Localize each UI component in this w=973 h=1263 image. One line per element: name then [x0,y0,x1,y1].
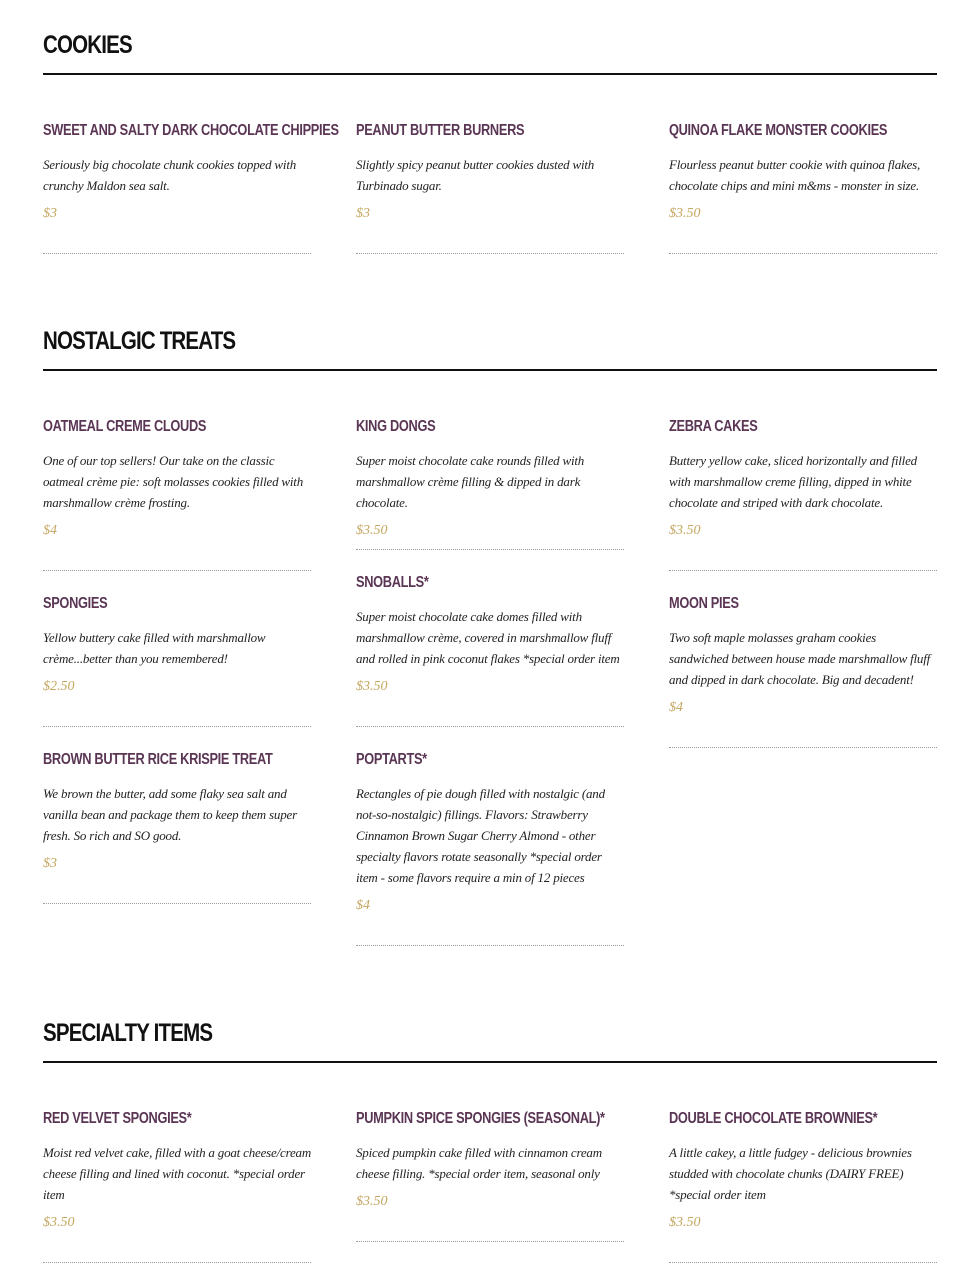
item-description: A little cakey, a little fudgey - delicious brownies studded with chocolate chunks (DAIRY FREE) *special order item [669,1145,912,1202]
section-divider [43,73,937,75]
item-price: $4 [43,523,57,538]
item-description: Rectangles of pie dough filled with nostalgic (and not-so-nostalgic) fillings. Flavors: Strawberry Cinnamon Brown Sugar Cherry Almond - other specialty flavors rotate seasonally *special order item - some flavors require a min of 12 pieces [356,786,605,885]
section-cookies [43,30,937,262]
section-divider [43,1061,937,1063]
menu-item [356,417,624,550]
item-name: PUMPKIN SPICE SPONGIES (SEASONAL)* [356,1110,605,1127]
item-description: Spiced pumpkin cake filled with cinnamon cream cheese filling. *special order item, seasonal only [356,1145,602,1181]
item-description: We brown the butter, add some flaky sea salt and vanilla bean and package them to keep them super fresh. So rich and SO good. [43,786,297,843]
item-name: KING DONGS [356,418,436,435]
item-description: Flourless peanut butter cookie with quinoa flakes, chocolate chips and mini m&ms - monster in size. [669,157,921,193]
item-name: QUINOA FLAKE MONSTER COOKIES [669,122,888,139]
menu-column [43,1109,311,1263]
item-price: $3.50 [356,1194,388,1209]
item-price: $3.50 [669,206,701,221]
item-price: $3.50 [43,1215,75,1230]
menu-item [669,417,937,571]
item-name: SWEET AND SALTY DARK CHOCOLATE CHIPPIES [43,122,339,139]
item-name: MOON PIES [669,595,739,612]
item-price: $3.50 [669,523,701,538]
section-title: SPECIALTY ITEMS [43,1019,213,1047]
menu-item [43,750,311,904]
item-name: ZEBRA CAKES [669,418,758,435]
item-price: $3.50 [356,679,388,694]
item-name: SPONGIES [43,595,108,612]
menu-column [43,417,311,904]
section-nostalgic-treats [43,326,937,956]
menu-column [669,417,937,748]
item-description: Buttery yellow cake, sliced horizontally and filled with marshmallow creme filling, dipped in white chocolate and striped with dark chocolate. [669,453,917,510]
menu-column [43,121,339,254]
section-title: COOKIES [43,31,132,59]
menu-item [356,121,624,254]
menu-item [669,594,937,748]
item-price: $3.50 [669,1215,701,1230]
menu-column [356,417,624,946]
item-name: OATMEAL CREME CLOUDS [43,418,207,435]
menu-item [43,594,311,727]
section-divider [43,369,937,371]
item-description: Two soft maple molasses graham cookies sandwiched between house made marshmallow fluff and dipped in dark chocolate. Big and decadent! [669,630,931,687]
menu-item [43,417,311,571]
item-description: Moist red velvet cake, filled with a goat cheese/cream cheese filling and lined with coconut. *special order item [43,1145,312,1202]
menu-item [669,121,937,254]
item-description: Seriously big chocolate chunk cookies topped with crunchy Maldon sea salt. [43,157,297,193]
menu-item [43,121,339,254]
item-price: $2.50 [43,679,75,694]
menu-column [356,1109,624,1242]
item-name: PEANUT BUTTER BURNERS [356,122,525,139]
item-description: Super moist chocolate cake domes filled with marshmallow crème, covered in marshmallow fluff and rolled in pink coconut flakes *special order item [356,609,620,666]
item-price: $3 [43,856,57,871]
item-description: One of our top sellers! Our take on the classic oatmeal crème pie: soft molasses cookies filled with marshmallow crème frosting. [43,453,304,510]
menu-item [356,1109,624,1242]
item-price: $4 [669,700,683,715]
item-name: SNOBALLS* [356,574,429,591]
item-name: BROWN BUTTER RICE KRISPIE TREAT [43,751,273,768]
menu-item [669,1109,937,1263]
menu-item [356,573,624,727]
menu-column [356,121,624,254]
item-name: DOUBLE CHOCOLATE BROWNIES* [669,1110,878,1127]
item-description: Yellow buttery cake filled with marshmallow crème...better than you remembered! [43,630,266,666]
item-name: POPTARTS* [356,751,427,768]
section-specialty-items [43,1018,937,1253]
item-price: $3 [43,206,57,221]
item-price: $4 [356,898,370,913]
menu-item [356,750,624,946]
item-price: $3.50 [356,523,388,538]
section-title: NOSTALGIC TREATS [43,327,236,355]
menu-column [669,121,937,254]
item-description: Slightly spicy peanut butter cookies dusted with Turbinado sugar. [356,157,595,193]
item-name: RED VELVET SPONGIES* [43,1110,192,1127]
menu-item [43,1109,311,1263]
item-description: Super moist chocolate cake rounds filled with marshmallow crème filling & dipped in dark chocolate. [356,453,585,510]
menu-column [669,1109,937,1263]
item-price: $3 [356,206,370,221]
